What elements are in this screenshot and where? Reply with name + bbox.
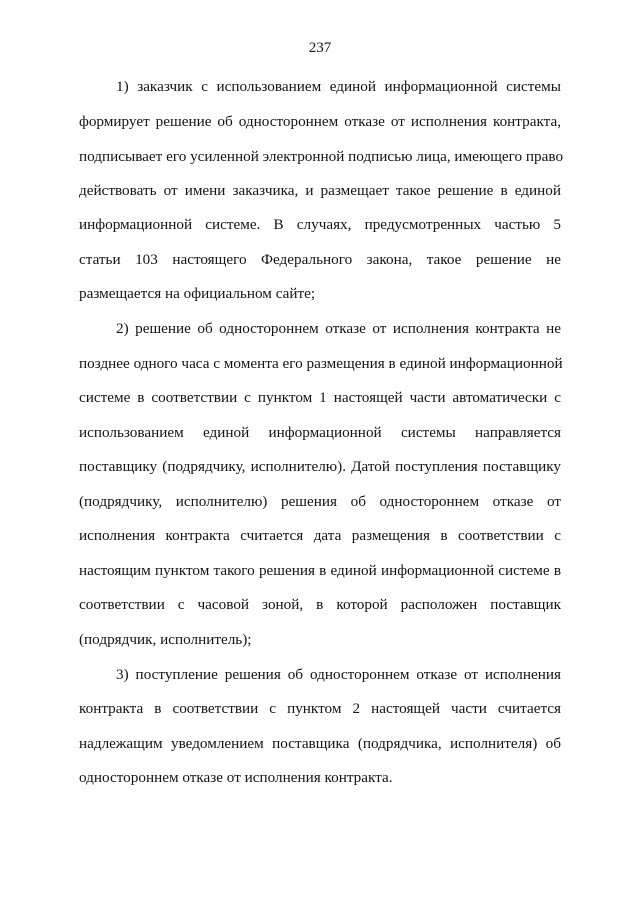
paragraph-3-line: надлежащим уведомлением поставщика (подрядчика, исполнителя) об [79,735,561,752]
paragraph-1-line: формирует решение об одностороннем отказе от исполнения контракта, [79,113,561,130]
paragraph-1-line: действовать от имени заказчика, и размещает такое решение в единой [79,182,561,199]
paragraph-1-line: подписывает его усиленной электронной подписью лица, имеющего право [79,148,564,165]
paragraph-2-line: исполнения контракта считается дата размещения в соответствии с [79,527,561,544]
paragraph-1-line: информационной системе. В случаях, предусмотренных частью 5 [79,216,561,233]
page-number: 237 [308,40,332,56]
paragraph-2-line: системе в соответствии с пунктом 1 настоящей части автоматически с [79,389,561,406]
paragraph-2-line: настоящим пунктом такого решения в единой информационной системе в [79,562,561,579]
paragraph-3-line: одностороннем отказе от исполнения контракта. [79,769,393,786]
paragraph-2-line: использованием единой информационной системы направляется [79,424,561,441]
paragraph-2-line: (подрядчику, исполнителю) решения об одностороннем отказе от [79,493,561,510]
paragraph-2-line: 2) решение об одностороннем отказе от исполнения контракта не [116,320,561,337]
paragraph-2-line: соответствии с часовой зоной, в которой расположен поставщик [79,596,561,613]
paragraph-1-line: размещается на официальном сайте; [79,285,316,302]
paragraph-3-line: 3) поступление решения об одностороннем отказе от исполнения [116,666,561,683]
paragraph-1-line: статьи 103 настоящего Федерального закона, такое решение не [79,251,561,268]
paragraph-3-line: контракта в соответствии с пунктом 2 настоящей части считается [79,700,561,717]
paragraph-1-line: 1) заказчик с использованием единой информационной системы [116,78,561,95]
paragraph-2-line: (подрядчик, исполнитель); [79,631,252,648]
paragraph-2-line: поставщику (подрядчику, исполнителю). Датой поступления поставщику [79,458,561,475]
paragraph-2-line: позднее одного часа с момента его размещения в единой информационной [79,355,563,372]
